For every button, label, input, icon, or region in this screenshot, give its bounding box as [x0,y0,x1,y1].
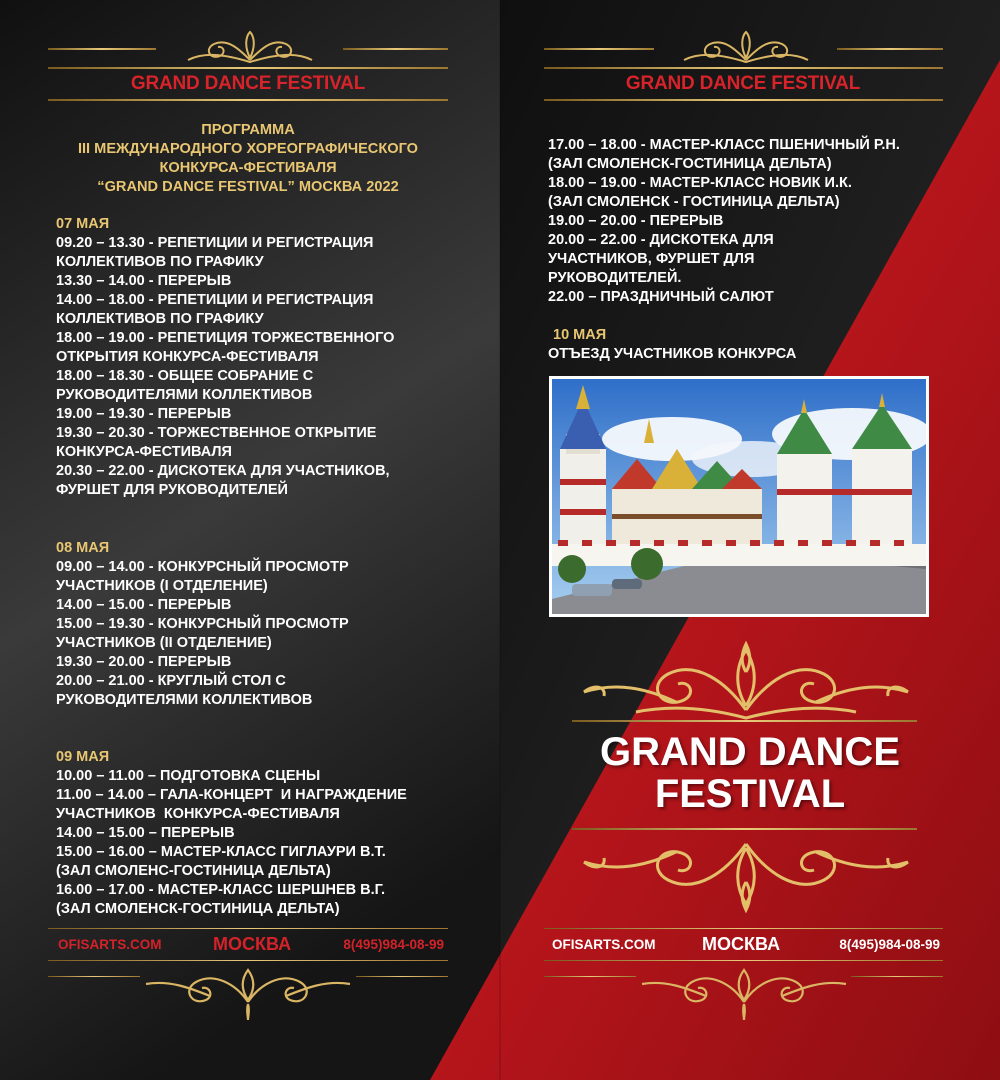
schedule-line: 20.30 – 22.00 - ДИСКОТЕКА ДЛЯ УЧАСТНИКОВ, [56,463,390,479]
schedule-line: 14.00 – 15.00 - ПЕРЕРЫВ [56,597,232,613]
schedule-line: ФУРШЕТ ДЛЯ РУКОВОДИТЕЛЕЙ [56,482,288,498]
program-title-line: “GRAND DANCE FESTIVAL” МОСКВА 2022 [97,179,399,195]
top-ornament-icon [184,30,316,66]
schedule-line: 13.30 – 14.00 - ПЕРЕРЫВ [56,273,232,289]
schedule-line: 20.00 – 21.00 - КРУГЛЫЙ СТОЛ С [56,673,286,689]
day-block-may07 [56,215,486,500]
footer-phone[interactable]: 8(495)984-08-99 [839,937,940,952]
schedule-line: 20.00 – 22.00 - ДИСКОТЕКА ДЛЯ [548,232,774,248]
schedule-line: 10.00 – 11.00 – ПОДГОТОВКА СЦЕНЫ [56,768,321,784]
schedule-line: 09.20 – 13.30 - РЕПЕТИЦИИ И РЕГИСТРАЦИЯ [56,235,374,251]
program-title [48,121,448,197]
schedule-line: УЧАСТНИКОВ, ФУРШЕТ ДЛЯ [548,251,755,267]
schedule-line: КОНКУРСА-ФЕСТИВАЛЯ [56,444,232,460]
schedule-line: (ЗАЛ СМОЛЕНСК-ГОСТИНИЦА ДЕЛЬТА) [548,156,832,172]
schedule-line: УЧАСТНИКОВ КОНКУРСА-ФЕСТИВАЛЯ [56,806,340,822]
cover-title-line: FESTIVAL [654,772,846,816]
cover-title [560,731,940,815]
program-title-line: КОНКУРСА-ФЕСТИВАЛЯ [159,160,337,176]
schedule-line: 17.00 – 18.00 - МАСТЕР-КЛАСС ПШЕНИЧНЫЙ Р.Н. [548,137,900,153]
kremlin-illustration-icon [552,379,926,614]
schedule-line: 15.00 – 16.00 – МАСТЕР-КЛАСС ГИГЛАУРИ В.Т. [56,844,386,860]
footer-website-link[interactable]: OFISARTS.COM [58,937,162,952]
bottom-ornament-icon [636,962,852,1022]
schedule-line: 16.00 – 17.00 - МАСТЕР-КЛАСС ШЕРШНЕВ В.Г. [56,882,386,898]
program-title-line: ПРОГРАММА [201,122,295,138]
footer-city: МОСКВА [213,934,292,954]
footer [552,934,940,956]
schedule-line: ОТЪЕЗД УЧАСТНИКОВ КОНКУРСА [548,346,797,362]
day-heading: 08 МАЯ [56,540,110,556]
schedule-line: (ЗАЛ СМОЛЕНС-ГОСТИНИЦА ДЕЛЬТА) [56,863,331,879]
schedule-line: УЧАСТНИКОВ (I ОТДЕЛЕНИЕ) [56,578,268,594]
schedule-line: КОЛЛЕКТИВОВ ПО ГРАФИКУ [56,254,264,270]
kremlin-photo [549,376,929,617]
schedule-line: 09.00 – 14.00 - КОНКУРСНЫЙ ПРОСМОТР [56,559,349,575]
right-panel [500,0,1000,1080]
day-block-may09-continued [548,136,978,307]
schedule-line: (ЗАЛ СМОЛЕНСК - ГОСТИНИЦА ДЕЛЬТА) [548,194,840,210]
day-heading: 07 МАЯ [56,216,110,232]
schedule-line: КОЛЛЕКТИВОВ ПО ГРАФИКУ [56,311,264,327]
cover-top-ornament-icon [576,632,916,722]
day-block-may10 [548,326,978,364]
schedule-line: РУКОВОДИТЕЛЯМИ КОЛЛЕКТИВОВ [56,387,313,403]
schedule-line: 18.00 – 19.00 - МАСТЕР-КЛАСС НОВИК И.К. [548,175,852,191]
schedule-line: (ЗАЛ СМОЛЕНСК-ГОСТИНИЦА ДЕЛЬТА) [56,901,340,917]
bottom-ornament-icon [140,962,356,1022]
schedule-line: 22.00 – ПРАЗДНИЧНЫЙ САЛЮТ [548,289,774,305]
program-title-line: III МЕЖДУНАРОДНОГО ХОРЕОГРАФИЧЕСКОГО [77,141,419,157]
footer-city: МОСКВА [702,934,781,954]
schedule-line: РУКОВОДИТЕЛЕЙ. [548,270,682,286]
footer-website-link[interactable]: OFISARTS.COM [552,937,656,952]
day-heading: 09 МАЯ [56,749,110,765]
header-title: GRAND DANCE FESTIVAL [130,73,366,94]
top-ornament-icon [680,30,812,66]
schedule-line: 14.00 – 15.00 – ПЕРЕРЫВ [56,825,235,841]
schedule-line: 18.00 – 19.00 - РЕПЕТИЦИЯ ТОРЖЕСТВЕННОГО [56,330,395,346]
schedule-line: 19.30 – 20.30 - ТОРЖЕСТВЕННОЕ ОТКРЫТИЕ [56,425,377,441]
schedule-line: УЧАСТНИКОВ (II ОТДЕЛЕНИЕ) [56,635,272,651]
day-heading: 10 МАЯ [553,327,607,343]
footer [58,934,444,956]
cover-bottom-ornament-icon [576,832,916,922]
schedule-line: 19.00 – 19.30 - ПЕРЕРЫВ [56,406,232,422]
schedule-line: 19.30 – 20.00 - ПЕРЕРЫВ [56,654,232,670]
schedule-line: 14.00 – 18.00 - РЕПЕТИЦИИ И РЕГИСТРАЦИЯ [56,292,374,308]
schedule-line: 18.00 – 18.30 - ОБЩЕЕ СОБРАНИЕ С [56,368,314,384]
day-block-may08 [56,539,486,710]
day-block-may09 [56,748,486,919]
footer-phone[interactable]: 8(495)984-08-99 [343,937,444,952]
cover-title-line: GRAND DANCE [600,730,900,774]
schedule-line: РУКОВОДИТЕЛЯМИ КОЛЛЕКТИВОВ [56,692,313,708]
header-title: GRAND DANCE FESTIVAL [625,73,861,94]
schedule-line: 11.00 – 14.00 – ГАЛА-КОНЦЕРТ И НАГРАЖДЕНИЕ [56,787,407,803]
schedule-line: 15.00 – 19.30 - КОНКУРСНЫЙ ПРОСМОТР [56,616,349,632]
schedule-line: 19.00 – 20.00 - ПЕРЕРЫВ [548,213,724,229]
schedule-line: ОТКРЫТИЯ КОНКУРСА-ФЕСТИВАЛЯ [56,349,319,365]
